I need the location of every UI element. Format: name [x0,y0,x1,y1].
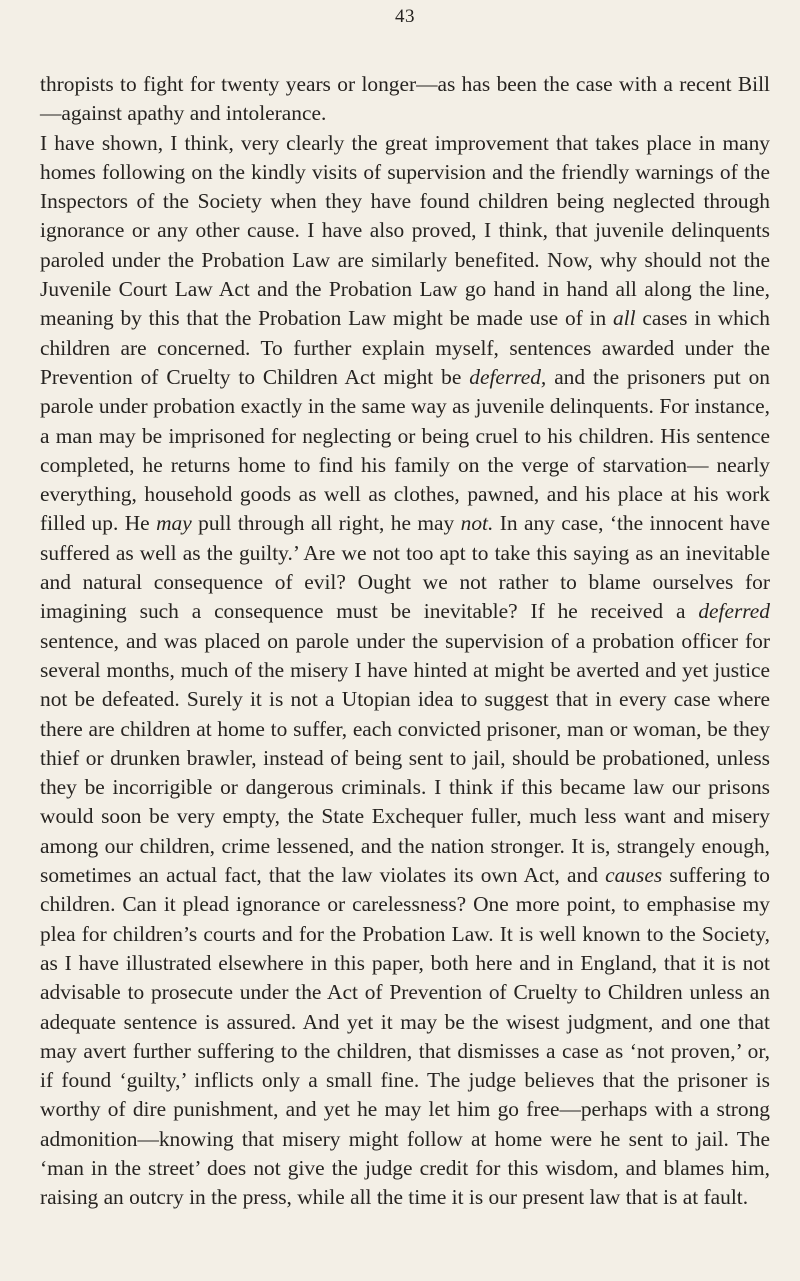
text-segment: cases in which children are concerned. To further explain myself, sentences awarded under the Prevention of Cruelty to Children Act might be [40,306,770,389]
text-segment: and the prisoners put on parole under probation exactly in the same way as juvenile delinquents. For instance, a man may be imprisoned for neglecting or being cruel to his children. His sentence completed, he returns home to find his family on the verge of starvation— nearly everything, household goods as well as clothes, pawned, and his place at his work filled up. He [40,364,770,536]
emphasis-all: all [612,306,636,331]
text-segment: I have shown, I think, very clearly the great improvement that takes place in many homes following on the kindly visits of supervision and the friendly warnings of the Inspectors of the Society when they have found children being neglected through ignorance or any other cause. I have also proved, I think, that juvenile delinquents paroled under the Probation Law are similarly benefited. Now, why should not the Juvenile Court Law Act and the Probation Law go hand in hand all along the line, meaning by this that the Probation Law might be made use of in [40,130,770,331]
paragraph-continuation [40,70,770,129]
page-number: 43 [395,6,415,27]
emphasis-deferred-2: deferred [698,599,770,624]
document-page [40,0,770,1281]
emphasis-causes: causes [605,863,663,888]
text-segment: In any case, ‘the innocent have suffered as well as the guilty.’ Are we not too apt to take this saying as an inevitable and natural consequence of evil? Ought we not rather to blame ourselves for imagining such a consequence must be inevitable? If he received a [40,511,770,624]
text-segment: suffering to children. Can it plead ignorance or carelessness? One more point, to emphasise my plea for children’s courts and for the Probation Law. It is well known to the Society, as I have illustrated elsewhere in this paper, both here and in England, that it is not advisable to prosecute under the Act of Prevention of Cruelty to Children unless an adequate sentence is assured. And yet it may be the wisest judgment, and one that may avert further suffering to the children, that dismisses a case as ‘not proven,’ or, if found ‘guilty,’ inflicts only a small fine. The judge believes that the prisoner is worthy of dire punishment, and yet he may let him go free—perhaps with a strong admonition—knowing that misery might follow at home were he sent to jail. The ‘man in the street’ does not give the judge credit for this wisdom, and blames him, raising an outcry in the press, while all the time it is our present law that is at fault. [40,863,770,1210]
paragraph-main [40,129,770,1213]
emphasis-deferred: deferred, [469,364,547,389]
emphasis-may: may [156,511,192,536]
emphasis-not: not. [460,511,494,536]
text-segment: sentence, and was placed on parole under the supervision of a probation officer for several months, much of the misery I have hinted at might be averted and yet justice not be defeated. Surely it is not a Utopian idea to suggest that in every case where there are children at home to suffer, each convicted prisoner, man or woman, be they thief or drunken brawler, instead of being sent to jail, should be probationed, unless they be incorrigible or dangerous criminals. I think if this became law our prisons would soon be very empty, the State Exchequer fuller, much less want and misery among our children, crime lessened, and the nation stronger. It is, strangely enough, sometimes an actual fact, that the law violates its own Act, and [40,628,770,888]
text-segment: thropists to fight for twenty years or longer—as has been the case with a recent Bill—against apathy and intolerance. [40,72,770,126]
body-text [40,70,770,1213]
text-segment: pull through all right, he may [191,511,461,536]
